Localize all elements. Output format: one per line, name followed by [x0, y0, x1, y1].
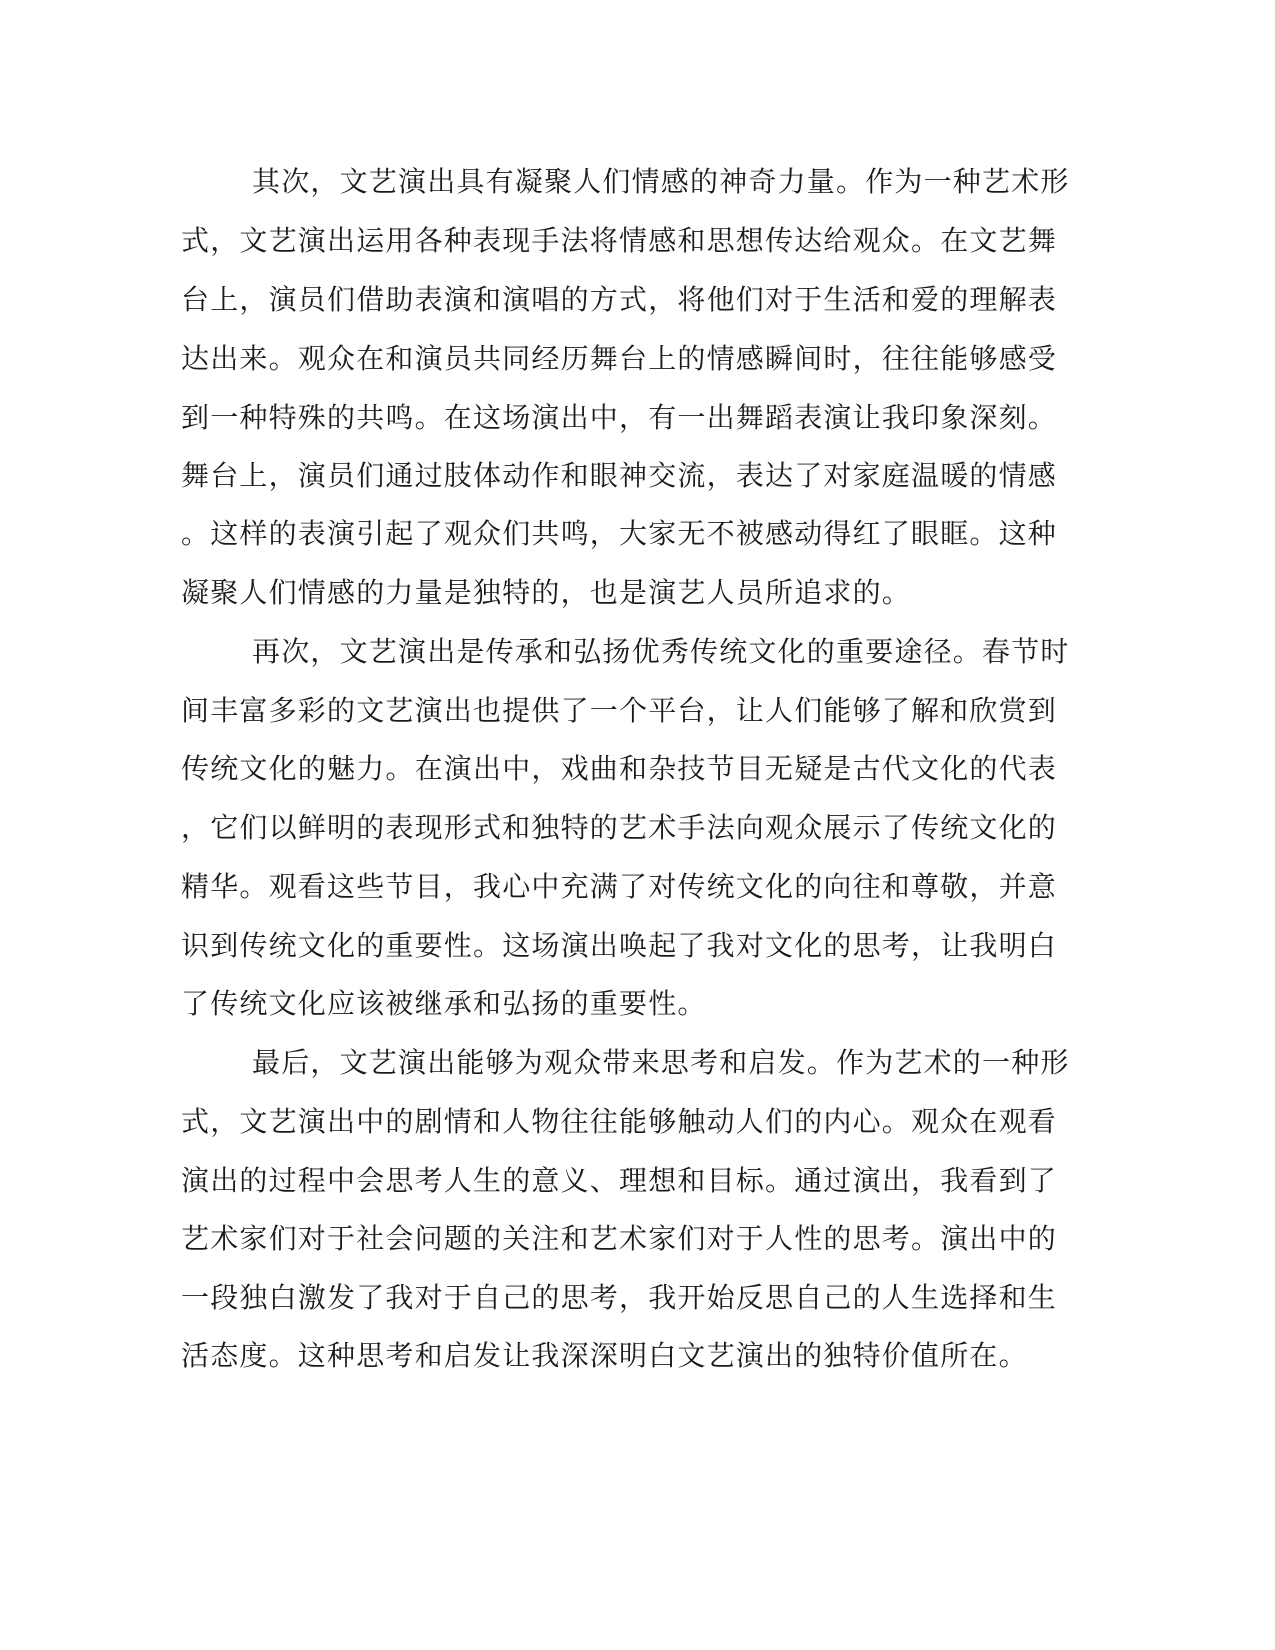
paragraph-2-line-2: 间丰富多彩的文艺演出也提供了一个平台，让人们能够了解和欣赏到	[181, 694, 1058, 727]
paragraph-1-line-2: 式，文艺演出运用各种表现手法将情感和思想传达给观众。在文艺舞	[181, 224, 1058, 257]
paragraph-2-line-5: 精华。观看这些节目，我心中充满了对传统文化的向往和尊敬，并意	[181, 870, 1058, 903]
paragraph-2-line-6: 识到传统文化的重要性。这场演出唤起了我对文化的思考，让我明白	[181, 929, 1058, 962]
paragraph-1-line-8: 凝聚人们情感的力量是独特的，也是演艺人员所追求的。	[181, 576, 912, 609]
paragraph-2-line-4: ，它们以鲜明的表现形式和独特的艺术手法向观众展示了传统文化的	[181, 811, 1058, 844]
paragraph-3-line-1: 最后，文艺演出能够为观众带来思考和启发。作为艺术的一种形	[252, 1046, 1070, 1079]
paragraph-2-line-7: 了传统文化应该被继承和弘扬的重要性。	[181, 987, 707, 1020]
paragraph-3-line-5: 一段独白激发了我对于自己的思考，我开始反思自己的人生选择和生	[181, 1281, 1058, 1314]
paragraph-1-line-6: 舞台上，演员们通过肢体动作和眼神交流，表达了对家庭温暖的情感	[181, 459, 1058, 492]
paragraph-3-line-2: 式，文艺演出中的剧情和人物往往能够触动人们的内心。观众在观看	[181, 1105, 1058, 1138]
paragraph-3-line-6: 活态度。这种思考和启发让我深深明白文艺演出的独特价值所在。	[181, 1339, 1028, 1372]
paragraph-1-line-3: 台上，演员们借助表演和演唱的方式，将他们对于生活和爱的理解表	[181, 283, 1058, 316]
paragraph-1-line-4: 达出来。观众在和演员共同经历舞台上的情感瞬间时，往往能够感受	[181, 342, 1058, 375]
paragraph-3-line-3: 演出的过程中会思考人生的意义、理想和目标。通过演出，我看到了	[181, 1164, 1058, 1197]
paragraph-3-line-4: 艺术家们对于社会问题的关注和艺术家们对于人性的思考。演出中的	[181, 1222, 1058, 1255]
paragraph-2-line-1: 再次，文艺演出是传承和弘扬优秀传统文化的重要途径。春节时	[252, 635, 1070, 668]
paragraph-1-line-1: 其次，文艺演出具有凝聚人们情感的神奇力量。作为一种艺术形	[252, 165, 1070, 198]
paragraph-1-line-5: 到一种特殊的共鸣。在这场演出中，有一出舞蹈表演让我印象深刻。	[181, 401, 1058, 434]
paragraph-2-line-3: 传统文化的魅力。在演出中，戏曲和杂技节目无疑是古代文化的代表	[181, 752, 1058, 785]
paragraph-1-line-7: 。这样的表演引起了观众们共鸣，大家无不被感动得红了眼眶。这种	[181, 517, 1058, 550]
